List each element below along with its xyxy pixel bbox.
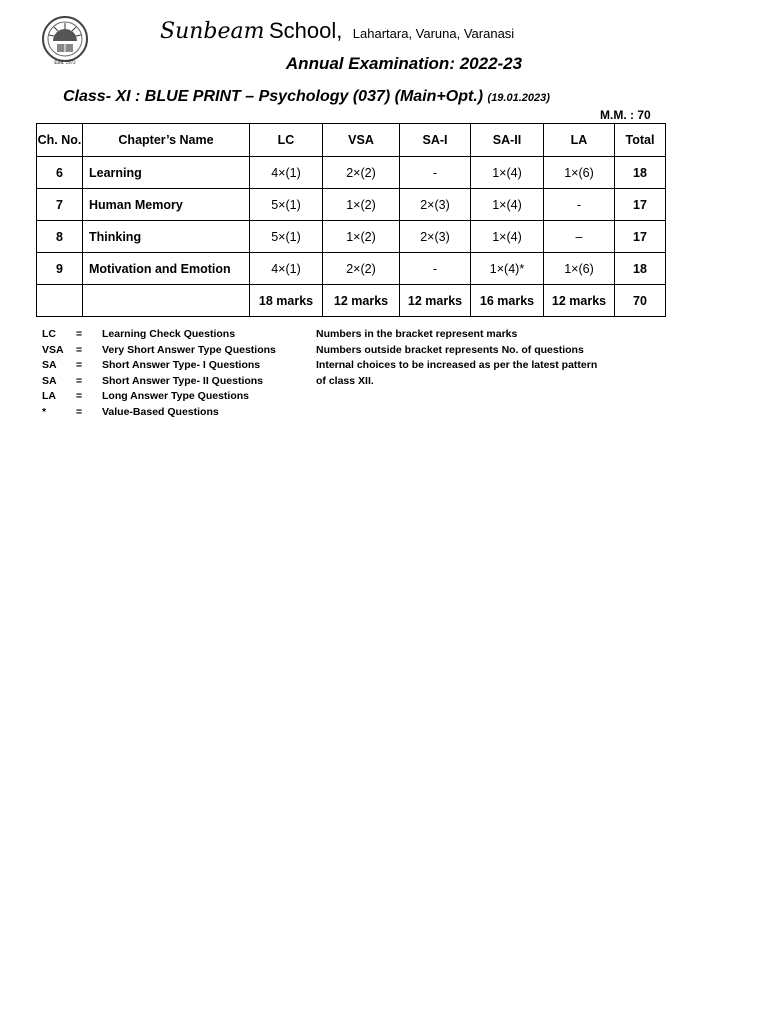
legend-equals: = xyxy=(76,359,83,371)
la-cell: - xyxy=(544,189,615,221)
estd-label: Estd. 1972 xyxy=(54,61,76,66)
lc-cell: 4×(1) xyxy=(250,253,323,285)
school-location: Lahartara, Varuna, Varanasi xyxy=(352,26,515,41)
chapter-number: 8 xyxy=(37,221,83,253)
legend-abbr: SA xyxy=(42,359,57,371)
vsa-cell: 2×(2) xyxy=(323,253,400,285)
total-cell: 18 xyxy=(615,253,666,285)
la-cell: – xyxy=(544,221,615,253)
chapter-name: Motivation and Emotion xyxy=(83,253,250,285)
legend-abbr: VSA xyxy=(42,343,64,356)
note-line: Internal choices to be increased as per the latest pattern xyxy=(316,359,598,371)
chapter-number: 9 xyxy=(37,253,83,285)
legend-desc: Value-Based Questions xyxy=(102,405,219,418)
lc-cell: 5×(1) xyxy=(250,189,323,221)
chapter-number: 6 xyxy=(37,157,83,189)
legend-item xyxy=(42,390,276,406)
max-marks: M.M. : 70 xyxy=(600,108,651,122)
legend-item xyxy=(42,406,276,422)
total-cell: 18 xyxy=(615,157,666,189)
summary-empty-cell xyxy=(37,285,83,317)
note-line: Numbers outside bracket represents No. of questions xyxy=(316,343,584,356)
sa-ii-cell: 1×(4) xyxy=(471,221,544,253)
header-total: Total xyxy=(615,124,666,157)
chapter-name: Thinking xyxy=(83,221,250,253)
summary-sa-ii: 16 marks xyxy=(471,285,544,317)
sa-ii-cell: 1×(4)* xyxy=(471,253,544,285)
total-cell: 17 xyxy=(615,189,666,221)
sa-i-cell: 2×(3) xyxy=(400,189,471,221)
legend-equals: = xyxy=(76,374,83,387)
legend-desc: Short Answer Type- I Questions xyxy=(102,359,261,371)
legend-equals: = xyxy=(76,343,83,356)
legend-abbr: SA xyxy=(42,374,57,387)
legend-item xyxy=(42,328,276,344)
legend-item xyxy=(42,344,276,360)
header-la: LA xyxy=(544,124,615,157)
total-cell: 17 xyxy=(615,221,666,253)
legend-item xyxy=(42,375,276,391)
header-sa-i: SA-I xyxy=(400,124,471,157)
la-cell: 1×(6) xyxy=(544,253,615,285)
sa-i-cell: - xyxy=(400,157,471,189)
table-header-row xyxy=(37,124,666,157)
sa-ii-cell: 1×(4) xyxy=(471,189,544,221)
legend-desc: Learning Check Questions xyxy=(102,328,236,340)
legend-equals: = xyxy=(76,328,83,340)
la-cell: 1×(6) xyxy=(544,157,615,189)
header-chapter-name: Chapter’s Name xyxy=(83,124,250,157)
legend-abbr: LC xyxy=(42,328,56,340)
legend-abbr: * xyxy=(42,405,47,418)
summary-total: 70 xyxy=(615,285,666,317)
summary-la: 12 marks xyxy=(544,285,615,317)
note-line: of class XII. xyxy=(316,374,374,387)
notes xyxy=(316,328,597,390)
vsa-cell: 1×(2) xyxy=(323,221,400,253)
vsa-cell: 2×(2) xyxy=(323,157,400,189)
chapter-name: Human Memory xyxy=(83,189,250,221)
chapter-number: 7 xyxy=(37,189,83,221)
sa-ii-cell: 1×(4) xyxy=(471,157,544,189)
header-ch-no: Ch. No. xyxy=(37,124,83,157)
header-lc: LC xyxy=(250,124,323,157)
header-sa-ii: SA-II xyxy=(471,124,544,157)
school-word: School, xyxy=(268,18,343,43)
summary-empty-cell xyxy=(83,285,250,317)
note-line: Numbers in the bracket represent marks xyxy=(316,328,518,340)
lc-cell: 5×(1) xyxy=(250,221,323,253)
summary-row xyxy=(37,285,666,317)
legend-item xyxy=(42,359,276,375)
header-vsa: VSA xyxy=(323,124,400,157)
table-row xyxy=(37,157,666,189)
summary-lc: 18 marks xyxy=(250,285,323,317)
legend-desc: Short Answer Type- II Questions xyxy=(102,374,264,387)
class-title-text: Class- XI : BLUE PRINT – Psychology (037) (Main+Opt.) xyxy=(63,88,484,105)
summary-vsa: 12 marks xyxy=(323,285,400,317)
table-row xyxy=(37,189,666,221)
legend-equals: = xyxy=(76,405,83,418)
legend-desc: Long Answer Type Questions xyxy=(102,390,250,402)
vsa-cell: 1×(2) xyxy=(323,189,400,221)
lc-cell: 4×(1) xyxy=(250,157,323,189)
table-row xyxy=(37,221,666,253)
sa-i-cell: 2×(3) xyxy=(400,221,471,253)
school-heading xyxy=(160,18,514,44)
blueprint-table xyxy=(36,123,666,317)
school-name: Sunbeam xyxy=(160,19,265,44)
sa-i-cell: - xyxy=(400,253,471,285)
class-title xyxy=(63,88,550,106)
legend-desc: Very Short Answer Type Questions xyxy=(102,343,276,356)
table-row xyxy=(37,253,666,285)
exam-date: (19.01.2023) xyxy=(487,92,550,104)
exam-title: Annual Examination: 2022-23 xyxy=(285,54,523,73)
legend-equals: = xyxy=(76,390,83,402)
chapter-name: Learning xyxy=(83,157,250,189)
legend-abbr: LA xyxy=(42,390,56,402)
legend xyxy=(42,328,276,421)
summary-sa-i: 12 marks xyxy=(400,285,471,317)
